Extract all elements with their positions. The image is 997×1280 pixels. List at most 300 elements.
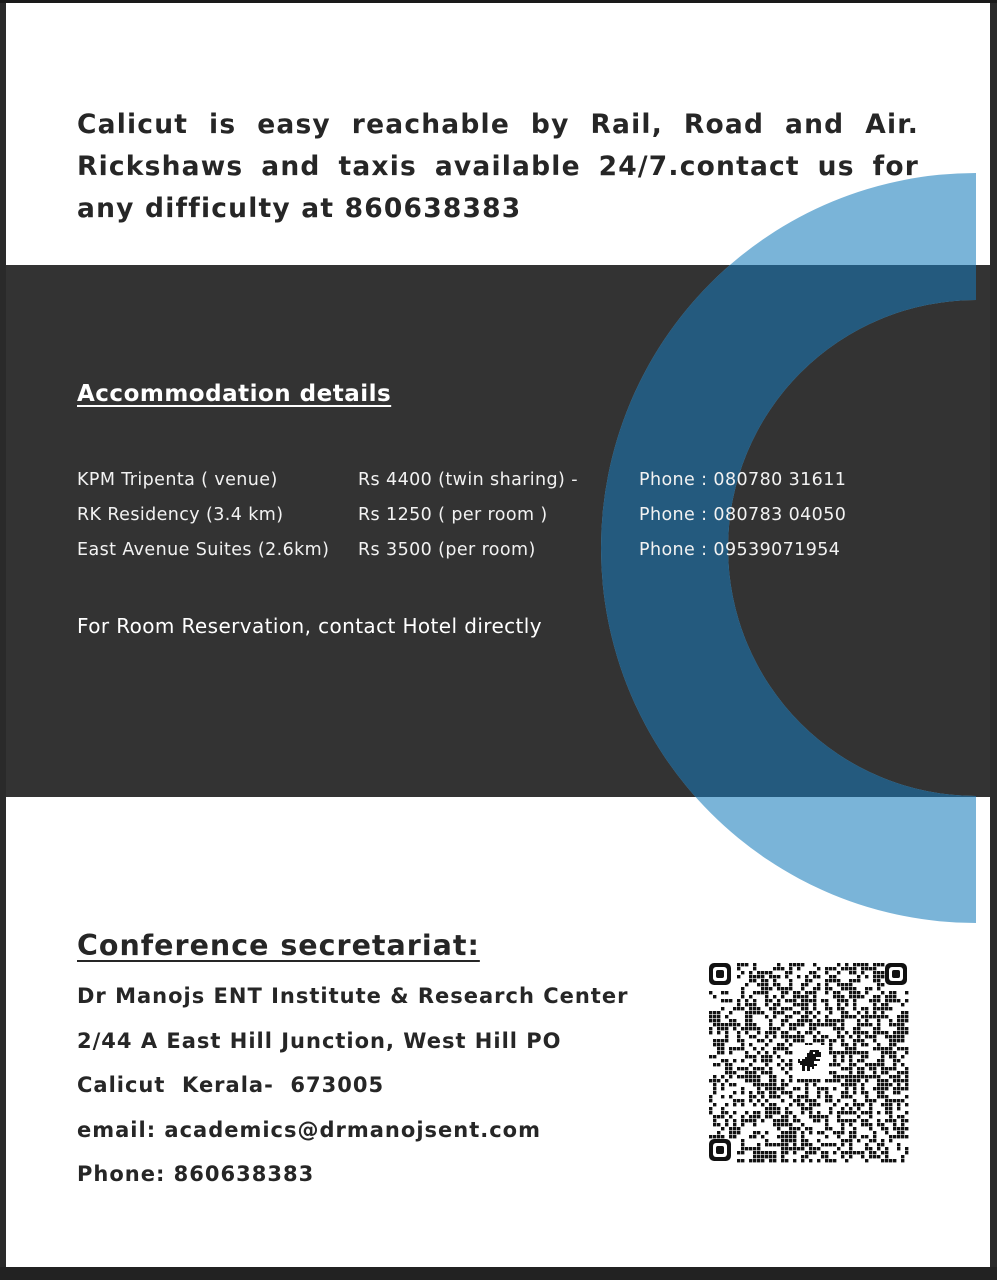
qr-module xyxy=(849,1035,852,1038)
qr-module xyxy=(869,1115,872,1118)
qr-module xyxy=(905,1019,908,1022)
qr-module xyxy=(789,1075,792,1078)
qr-module xyxy=(725,1071,728,1074)
qr-module xyxy=(793,1027,796,1030)
qr-module xyxy=(825,1115,828,1118)
qr-module xyxy=(781,1099,784,1102)
qr-module xyxy=(849,1067,852,1070)
qr-module xyxy=(725,1111,728,1114)
qr-module xyxy=(801,1135,804,1138)
qr-module xyxy=(813,1007,816,1010)
qr-module xyxy=(881,1127,884,1130)
qr-module xyxy=(885,1127,888,1130)
qr-module xyxy=(745,1011,748,1014)
qr-module xyxy=(801,1003,804,1006)
qr-module xyxy=(841,1043,844,1046)
qr-module xyxy=(717,1011,720,1014)
qr-module xyxy=(729,1071,732,1074)
qr-module xyxy=(801,1131,804,1134)
qr-module xyxy=(789,1127,792,1130)
qr-module xyxy=(793,999,796,1002)
qr-module xyxy=(721,1083,724,1086)
qr-module xyxy=(873,963,876,966)
qr-module xyxy=(897,1047,900,1050)
secretariat-city: Calicut Kerala- 673005 xyxy=(77,1073,385,1097)
qr-module xyxy=(885,1079,888,1082)
qr-module xyxy=(765,1099,768,1102)
qr-module xyxy=(793,1159,796,1162)
qr-module xyxy=(817,1019,820,1022)
qr-module xyxy=(757,1039,760,1042)
qr-module xyxy=(877,1043,880,1046)
qr-module xyxy=(737,963,740,966)
qr-module xyxy=(825,1135,828,1138)
hotel-phone: Phone : 080780 31611 xyxy=(639,470,847,490)
qr-module xyxy=(797,995,800,998)
qr-module xyxy=(853,1063,856,1066)
qr-module xyxy=(765,1087,768,1090)
qr-module xyxy=(841,1067,844,1070)
qr-module xyxy=(829,1099,832,1102)
qr-module xyxy=(813,1003,816,1006)
qr-module xyxy=(861,1155,864,1158)
qr-module xyxy=(833,1023,836,1026)
qr-module xyxy=(789,1015,792,1018)
qr-module xyxy=(781,1147,784,1150)
qr-module xyxy=(845,1043,848,1046)
qr-module xyxy=(737,1023,740,1026)
qr-module xyxy=(757,983,760,986)
qr-module xyxy=(757,1083,760,1086)
qr-module xyxy=(853,1135,856,1138)
qr-module xyxy=(853,1027,856,1030)
qr-module xyxy=(781,1031,784,1034)
qr-module xyxy=(737,1075,740,1078)
qr-module xyxy=(905,1015,908,1018)
qr-module xyxy=(777,975,780,978)
qr-module xyxy=(817,1091,820,1094)
qr-module xyxy=(769,1087,772,1090)
qr-module xyxy=(885,1035,888,1038)
qr-module xyxy=(741,1047,744,1050)
qr-module xyxy=(777,1107,780,1110)
qr-module xyxy=(793,1003,796,1006)
qr-module xyxy=(753,1095,756,1098)
qr-module xyxy=(753,1055,756,1058)
qr-module xyxy=(781,1091,784,1094)
qr-module xyxy=(709,1111,712,1114)
qr-module xyxy=(801,983,804,986)
hotel-name: East Avenue Suites (2.6km) xyxy=(77,540,330,560)
qr-module xyxy=(717,1051,720,1054)
qr-module xyxy=(861,1015,864,1018)
qr-module xyxy=(885,999,888,1002)
qr-module xyxy=(869,1035,872,1038)
qr-module xyxy=(885,1007,888,1010)
qr-module xyxy=(749,1023,752,1026)
qr-module xyxy=(865,963,868,966)
qr-module xyxy=(869,1155,872,1158)
qr-module xyxy=(733,1127,736,1130)
secretariat-address: 2/44 A East Hill Junction, West Hill PO xyxy=(77,1029,562,1053)
qr-module xyxy=(809,1115,812,1118)
qr-module xyxy=(861,1103,864,1106)
reservation-note: For Room Reservation, contact Hotel directly xyxy=(77,614,542,638)
qr-module xyxy=(853,971,856,974)
qr-module xyxy=(725,1103,728,1106)
qr-module xyxy=(833,1143,836,1146)
qr-module xyxy=(885,1147,888,1150)
qr-module xyxy=(753,1131,756,1134)
qr-module xyxy=(753,1011,756,1014)
qr-module xyxy=(817,1115,820,1118)
secretariat-email: email: academics@drmanojsent.com xyxy=(77,1118,541,1142)
qr-module xyxy=(765,1111,768,1114)
qr-module xyxy=(889,1067,892,1070)
qr-module xyxy=(841,1011,844,1014)
qr-module xyxy=(777,1043,780,1046)
qr-module xyxy=(901,1063,904,1066)
qr-module xyxy=(877,1091,880,1094)
qr-module xyxy=(709,1019,712,1022)
qr-module xyxy=(797,1103,800,1106)
qr-module xyxy=(853,1099,856,1102)
qr-module xyxy=(777,983,780,986)
qr-module xyxy=(765,979,768,982)
qr-module xyxy=(781,1159,784,1162)
qr-module xyxy=(785,1083,788,1086)
qr-module xyxy=(785,1111,788,1114)
qr-module xyxy=(841,1131,844,1134)
qr-module xyxy=(817,1095,820,1098)
qr-module xyxy=(797,1031,800,1034)
qr-module xyxy=(753,999,756,1002)
qr-module xyxy=(797,1039,800,1042)
qr-module xyxy=(797,1019,800,1022)
qr-module xyxy=(769,975,772,978)
qr-module xyxy=(805,1011,808,1014)
qr-module xyxy=(861,971,864,974)
qr-module xyxy=(893,1035,896,1038)
qr-module xyxy=(801,1111,804,1114)
qr-module xyxy=(841,1075,844,1078)
qr-module xyxy=(813,995,816,998)
qr-module xyxy=(797,1079,800,1082)
qr-module xyxy=(893,999,896,1002)
qr-module xyxy=(813,1023,816,1026)
qr-module xyxy=(813,1015,816,1018)
qr-module xyxy=(717,1019,720,1022)
qr-module xyxy=(841,1023,844,1026)
qr-module xyxy=(841,967,844,970)
qr-module xyxy=(765,1071,768,1074)
qr-module xyxy=(717,1079,720,1082)
qr-module xyxy=(889,1051,892,1054)
qr-module xyxy=(845,1139,848,1142)
qr-module xyxy=(797,1003,800,1006)
qr-module xyxy=(781,1079,784,1082)
qr-module xyxy=(789,1131,792,1134)
qr-module xyxy=(805,995,808,998)
qr-module xyxy=(789,983,792,986)
qr-module xyxy=(713,1011,716,1014)
qr-module xyxy=(833,1063,836,1066)
qr-module xyxy=(833,1027,836,1030)
qr-module xyxy=(773,1123,776,1126)
qr-module xyxy=(821,1039,824,1042)
qr-module xyxy=(809,1019,812,1022)
qr-module xyxy=(889,991,892,994)
qr-module xyxy=(769,1055,772,1058)
qr-module xyxy=(829,1023,832,1026)
qr-module xyxy=(769,1103,772,1106)
qr-module xyxy=(905,1011,908,1014)
qr-module xyxy=(805,1139,808,1142)
qr-module xyxy=(849,1107,852,1110)
qr-module xyxy=(873,975,876,978)
qr-module xyxy=(769,1071,772,1074)
qr-module xyxy=(737,1159,740,1162)
qr-module xyxy=(865,1015,868,1018)
qr-module xyxy=(769,1007,772,1010)
qr-module xyxy=(889,1119,892,1122)
qr-module xyxy=(889,1103,892,1106)
qr-module xyxy=(781,1151,784,1154)
qr-module xyxy=(825,1119,828,1122)
qr-module xyxy=(741,971,744,974)
qr-module xyxy=(765,1115,768,1118)
qr-module xyxy=(757,1131,760,1134)
qr-module xyxy=(905,1047,908,1050)
qr-module xyxy=(841,1095,844,1098)
qr-module xyxy=(817,1023,820,1026)
hotel-rate: Rs 4400 (twin sharing) - xyxy=(358,470,578,490)
qr-module xyxy=(737,1047,740,1050)
flyer-page xyxy=(6,3,990,1267)
qr-module xyxy=(741,991,744,994)
qr-module xyxy=(721,1111,724,1114)
qr-module xyxy=(805,1015,808,1018)
qr-module xyxy=(833,991,836,994)
qr-module xyxy=(737,999,740,1002)
qr-module xyxy=(825,1099,828,1102)
qr-module xyxy=(853,1003,856,1006)
qr-module xyxy=(889,1107,892,1110)
qr-module xyxy=(789,1007,792,1010)
qr-module xyxy=(865,1011,868,1014)
qr-module xyxy=(829,975,832,978)
qr-module xyxy=(821,1151,824,1154)
qr-module xyxy=(897,1147,900,1150)
qr-module xyxy=(813,987,816,990)
qr-module xyxy=(789,963,792,966)
qr-module xyxy=(757,991,760,994)
qr-module xyxy=(873,1099,876,1102)
qr-module xyxy=(833,1079,836,1082)
qr-module xyxy=(897,1115,900,1118)
qr-module xyxy=(853,991,856,994)
qr-module xyxy=(877,995,880,998)
qr-module xyxy=(745,1147,748,1150)
qr-module xyxy=(877,1087,880,1090)
qr-module xyxy=(853,1091,856,1094)
qr-module xyxy=(873,1067,876,1070)
qr-module xyxy=(881,1047,884,1050)
qr-module xyxy=(741,1143,744,1146)
qr-code[interactable] xyxy=(709,963,909,1163)
qr-module xyxy=(897,1099,900,1102)
qr-module xyxy=(901,1115,904,1118)
qr-module xyxy=(897,1019,900,1022)
qr-module xyxy=(753,1103,756,1106)
qr-module xyxy=(761,1067,764,1070)
qr-module xyxy=(713,1019,716,1022)
qr-module xyxy=(813,1099,816,1102)
qr-module xyxy=(869,1103,872,1106)
qr-module xyxy=(773,1079,776,1082)
qr-module xyxy=(897,1071,900,1074)
qr-module xyxy=(773,1011,776,1014)
qr-module xyxy=(761,1103,764,1106)
qr-module xyxy=(897,1107,900,1110)
qr-module xyxy=(905,1127,908,1130)
qr-module xyxy=(845,967,848,970)
qr-module xyxy=(717,1131,720,1134)
qr-module xyxy=(829,1127,832,1130)
qr-module xyxy=(853,1103,856,1106)
hotel-phone: Phone : 080783 04050 xyxy=(639,505,847,525)
qr-module xyxy=(829,1143,832,1146)
qr-module xyxy=(837,1027,840,1030)
qr-module xyxy=(905,1071,908,1074)
hotel-rate: Rs 1250 ( per room ) xyxy=(358,505,548,525)
qr-module xyxy=(789,1091,792,1094)
qr-module xyxy=(789,1063,792,1066)
qr-module xyxy=(789,1123,792,1126)
qr-module xyxy=(753,1067,756,1070)
qr-module xyxy=(769,1095,772,1098)
qr-module xyxy=(801,987,804,990)
qr-module xyxy=(749,1091,752,1094)
qr-module xyxy=(885,1003,888,1006)
qr-module xyxy=(753,975,756,978)
qr-module xyxy=(833,975,836,978)
qr-module xyxy=(769,1079,772,1082)
qr-module xyxy=(833,1055,836,1058)
qr-module xyxy=(825,967,828,970)
qr-module xyxy=(861,963,864,966)
qr-module xyxy=(709,1011,712,1014)
qr-module xyxy=(805,1091,808,1094)
qr-module xyxy=(797,1023,800,1026)
hotel-name: RK Residency (3.4 km) xyxy=(77,505,284,525)
qr-module xyxy=(785,1147,788,1150)
qr-module xyxy=(817,1119,820,1122)
qr-module xyxy=(817,983,820,986)
qr-module xyxy=(777,1135,780,1138)
qr-module xyxy=(905,1067,908,1070)
qr-module xyxy=(901,1055,904,1058)
qr-module xyxy=(749,1079,752,1082)
qr-module xyxy=(849,1143,852,1146)
qr-module xyxy=(769,1091,772,1094)
qr-module xyxy=(901,1071,904,1074)
qr-module xyxy=(773,1103,776,1106)
qr-module xyxy=(809,1127,812,1130)
qr-module xyxy=(837,991,840,994)
qr-module xyxy=(745,1019,748,1022)
qr-module xyxy=(757,1087,760,1090)
secretariat-institute: Dr Manojs ENT Institute & Research Center xyxy=(77,984,629,1008)
qr-module xyxy=(869,1151,872,1154)
qr-module xyxy=(741,1123,744,1126)
qr-module xyxy=(877,1075,880,1078)
qr-module xyxy=(729,1095,732,1098)
qr-module xyxy=(813,963,816,966)
qr-module xyxy=(805,1019,808,1022)
qr-module xyxy=(869,1099,872,1102)
qr-module xyxy=(773,1159,776,1162)
qr-module xyxy=(733,1019,736,1022)
qr-module xyxy=(721,1135,724,1138)
qr-module xyxy=(809,1159,812,1162)
qr-module xyxy=(861,1123,864,1126)
qr-module xyxy=(733,1135,736,1138)
qr-module xyxy=(777,1111,780,1114)
qr-module xyxy=(789,1035,792,1038)
qr-module xyxy=(785,1039,788,1042)
qr-module xyxy=(841,1055,844,1058)
qr-module xyxy=(865,1135,868,1138)
qr-module xyxy=(825,1023,828,1026)
qr-module xyxy=(893,1099,896,1102)
qr-module xyxy=(737,1131,740,1134)
qr-module xyxy=(885,1103,888,1106)
qr-module xyxy=(805,975,808,978)
qr-module xyxy=(821,1035,824,1038)
qr-module xyxy=(765,1059,768,1062)
qr-module xyxy=(709,1079,712,1082)
qr-module xyxy=(789,967,792,970)
qr-module xyxy=(761,991,764,994)
qr-module xyxy=(801,1007,804,1010)
qr-module xyxy=(781,1131,784,1134)
qr-module xyxy=(729,1131,732,1134)
qr-module xyxy=(837,1111,840,1114)
qr-module xyxy=(873,1139,876,1142)
qr-module xyxy=(845,1159,848,1162)
qr-module xyxy=(901,1047,904,1050)
qr-module xyxy=(769,1155,772,1158)
qr-module xyxy=(785,1159,788,1162)
qr-module xyxy=(745,1003,748,1006)
qr-module xyxy=(905,1079,908,1082)
qr-module xyxy=(861,995,864,998)
qr-module xyxy=(741,1039,744,1042)
qr-module xyxy=(777,1003,780,1006)
qr-module xyxy=(741,1103,744,1106)
qr-module xyxy=(785,1015,788,1018)
qr-module xyxy=(901,1019,904,1022)
qr-module xyxy=(865,1007,868,1010)
qr-module xyxy=(865,967,868,970)
qr-module xyxy=(893,991,896,994)
qr-module xyxy=(869,967,872,970)
qr-module xyxy=(861,1055,864,1058)
qr-module xyxy=(797,1119,800,1122)
qr-module xyxy=(773,967,776,970)
qr-module xyxy=(745,1071,748,1074)
